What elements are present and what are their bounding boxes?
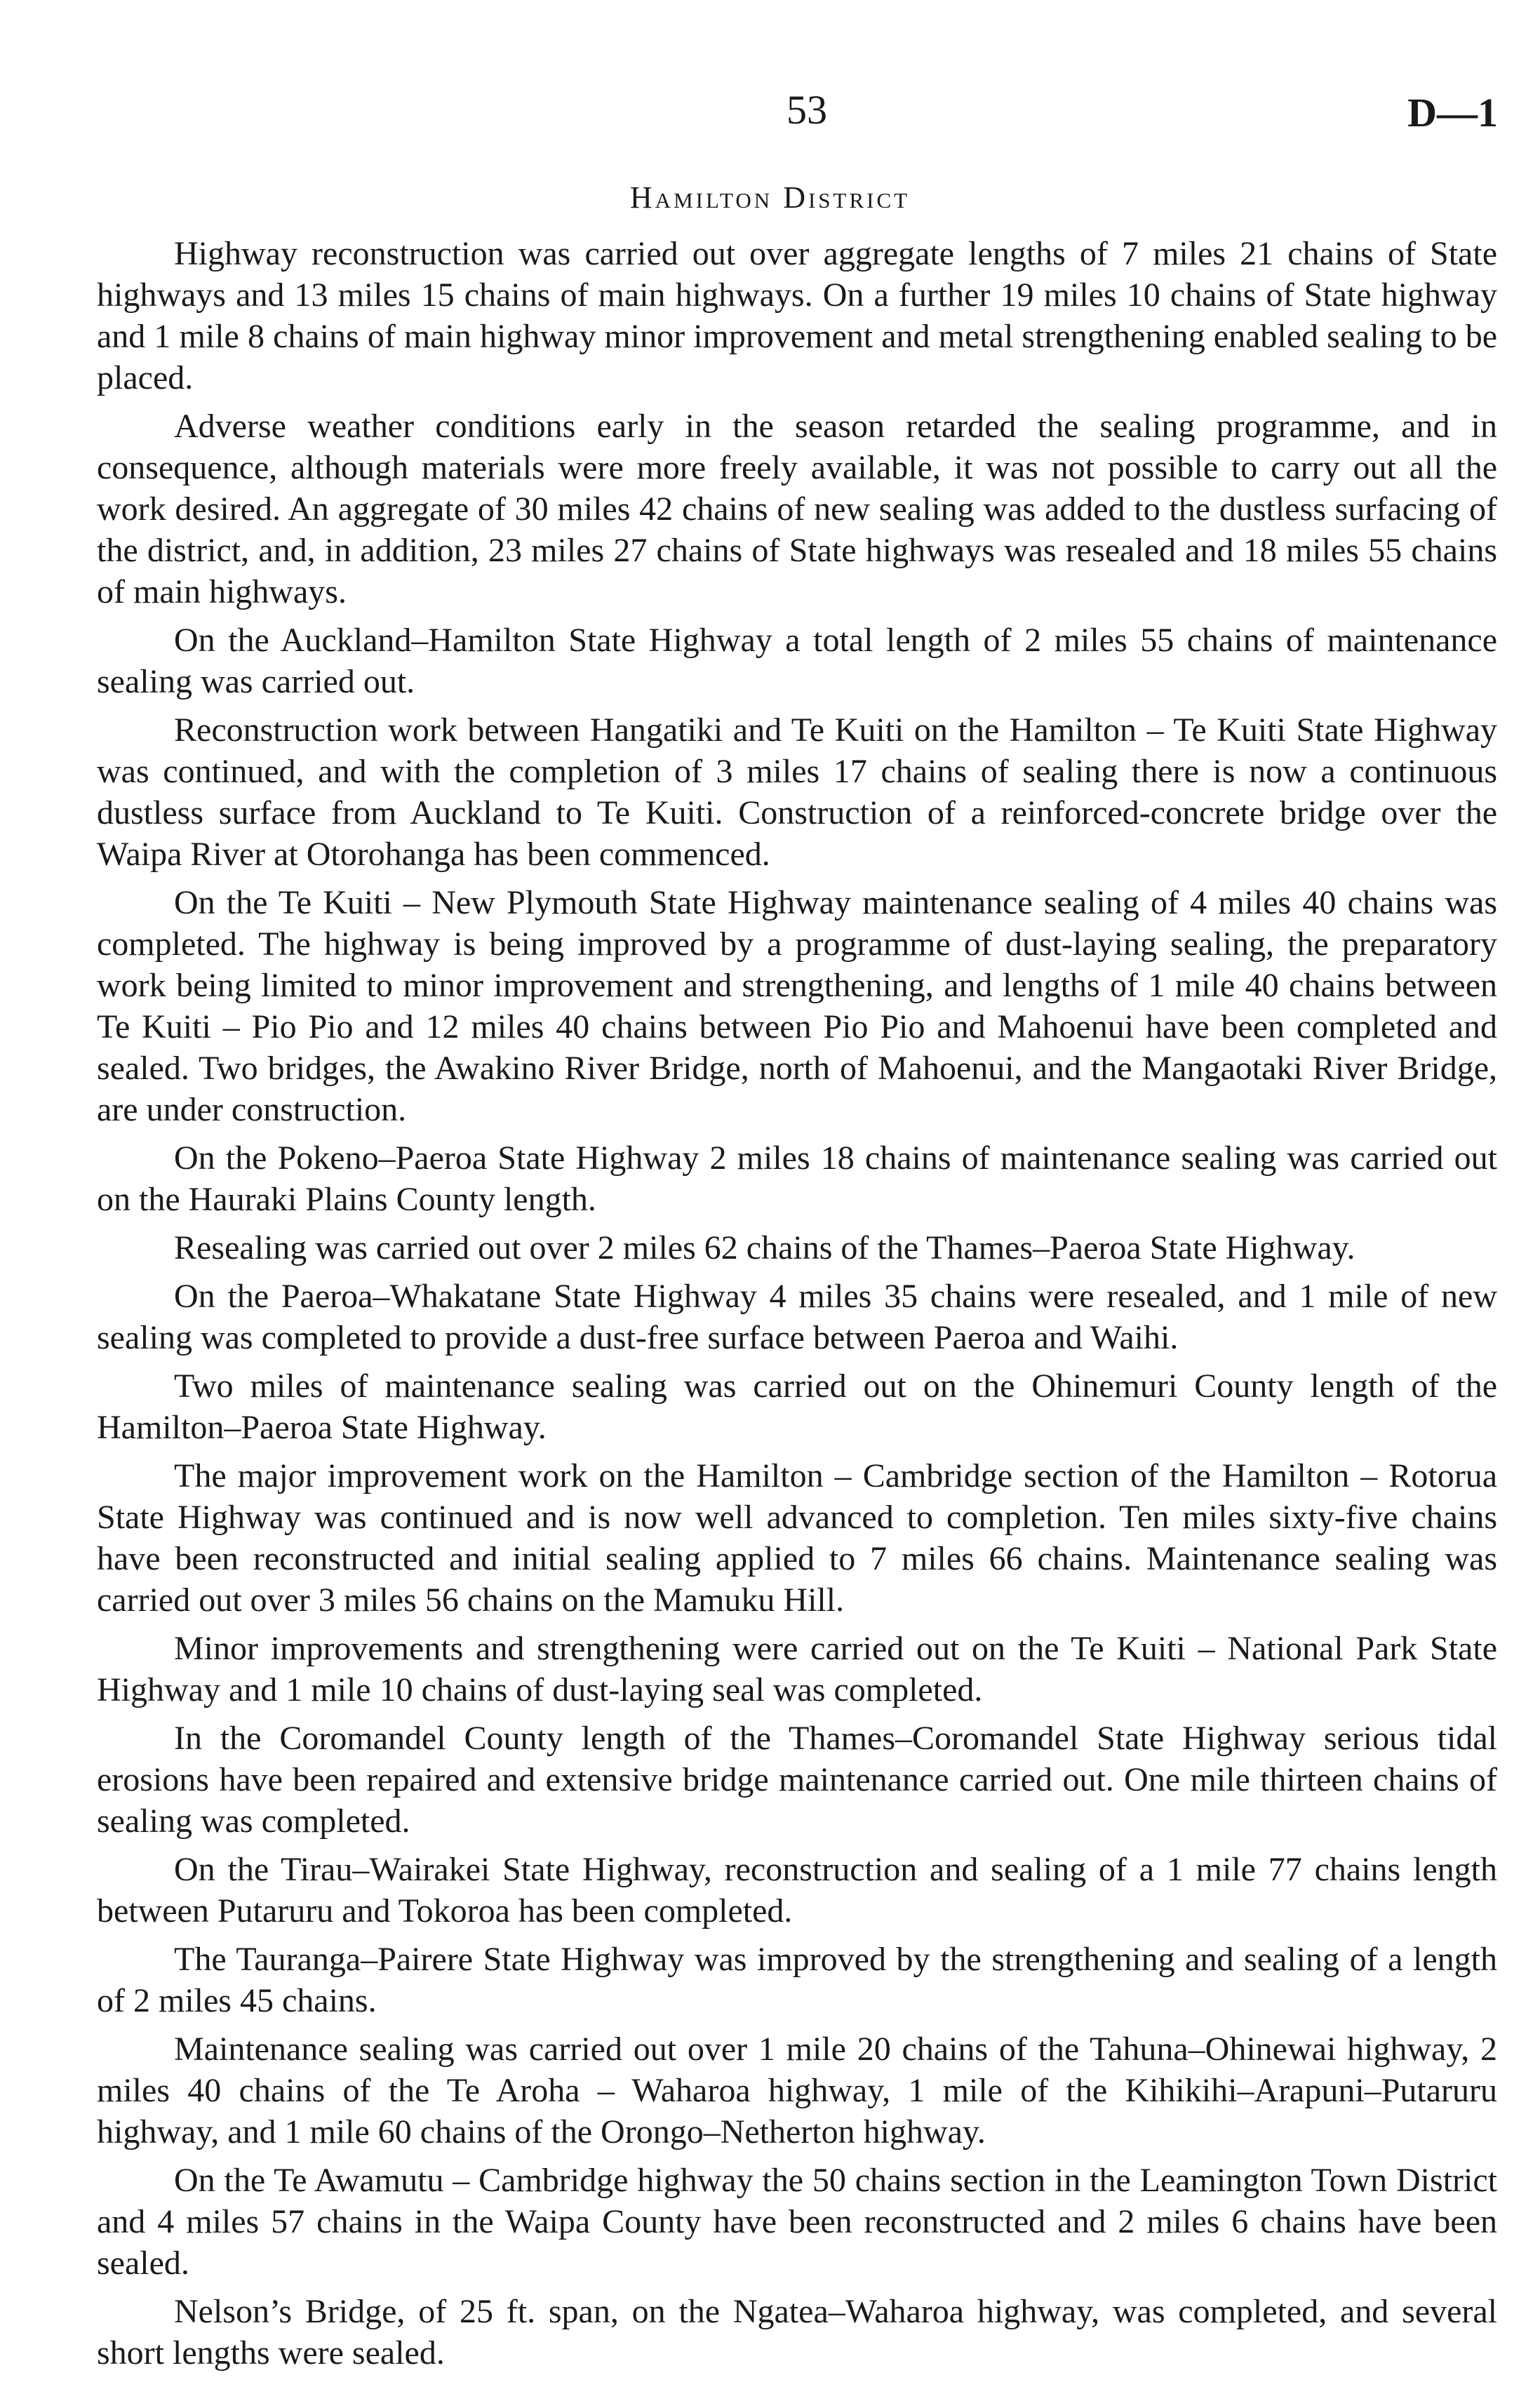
paragraph-main-highways-maintenance: Maintenance sealing was carried out over 1 mile 20 chains of the Tahuna–Ohinewai highway, 2 miles 40 chains of the Te Aroha – Waharoa highway, 1 mile of the Kihikihi–Arapuni–Putaruru highway, and 1 mile 60 chains of the Orongo–Netherton highway. bbox=[97, 2031, 1497, 2151]
paragraph-paeroa-whakatane: On the Paeroa–Whakatane State Highway 4 miles 35 chains were resealed, and 1 mile of new sealing was completed to provide a dust-free surface between Paeroa and Waihi. bbox=[97, 1278, 1497, 1356]
paragraph-auckland-hamilton: On the Auckland–Hamilton State Highway a total length of 2 miles 55 chains of maintenance sealing was carried out. bbox=[97, 622, 1497, 700]
section-heading: Hamilton District bbox=[629, 180, 911, 215]
paragraph-te-kuiti-national-park: Minor improvements and strengthening were carried out on the Te Kuiti – National Park State Highway and 1 mile 10 chains of dust-laying seal was completed. bbox=[97, 1630, 1497, 1708]
paragraph-nelsons-bridge: Nelson’s Bridge, of 25 ft. span, on the Ngatea–Waharoa highway, was completed, and several short lengths were sealed. bbox=[97, 2293, 1497, 2372]
paragraph-tauranga-pairere: The Tauranga–Pairere State Highway was improved by the strengthening and sealing of a length of 2 miles 45 chains. bbox=[97, 1941, 1497, 2019]
paragraph-te-kuiti-new-plymouth: On the Te Kuiti – New Plymouth State Highway maintenance sealing of 4 miles 40 chains was completed. The highway is being improved by a programme of dust-laying sealing, the preparatory work being limited to minor improvement and strengthening, and lengths of 1 mile 40 chains between Te Kuiti – Pio Pio and 12 miles 40 chains between Pio Pio and Mahoenui have been completed and sealed. Two bridges, the Awakino River Bridge, north of Mahoenui, and the Mangaotaki River Bridge, are under construction. bbox=[97, 884, 1497, 1128]
paragraph-hamilton-paeroa: Two miles of maintenance sealing was carried out on the Ohinemuri County length of the Hamilton–Paeroa State Highway. bbox=[97, 1367, 1497, 1446]
paragraph-tirau-wairakei: On the Tirau–Wairakei State Highway, reconstruction and sealing of a 1 mile 77 chains length between Putaruru and Tokoroa has been completed. bbox=[97, 1851, 1497, 1930]
body-text bbox=[97, 233, 1497, 2381]
paragraph-thames-coromandel: In the Coromandel County length of the Thames–Coromandel State Highway serious tidal erosions have been repaired and extensive bridge maintenance carried out. One mile thirteen chains of sealing was completed. bbox=[97, 1720, 1497, 1840]
paragraph-pokeno-paeroa: On the Pokeno–Paeroa State Highway 2 miles 18 chains of maintenance sealing was carried out on the Hauraki Plains County length. bbox=[97, 1139, 1497, 1218]
paragraph-reconstruction-summary: Highway reconstruction was carried out over aggregate lengths of 7 miles 21 chains of State highways and 13 miles 15 chains of main highways. On a further 19 miles 10 chains of State highway and 1 mile 8 chains of main highway minor improvement and metal strengthening enabled sealing to be placed. bbox=[97, 235, 1497, 396]
document-reference: D—1 bbox=[1407, 90, 1498, 135]
paragraph-hamilton-te-kuiti: Reconstruction work between Hangatiki and Te Kuiti on the Hamilton – Te Kuiti State Highway was continued, and with the completion of 3 miles 17 chains of sealing there is now a continuous dustless surface from Auckland to Te Kuiti. Construction of a reinforced-concrete bridge over the Waipa River at Otorohanga has been commenced. bbox=[97, 711, 1497, 873]
paragraph-hamilton-rotorua: The major improvement work on the Hamilton – Cambridge section of the Hamilton – Rotorua State Highway was continued and is now well advanced to completion. Ten miles sixty-five chains have been reconstructed and initial sealing applied to 7 miles 66 chains. Maintenance sealing was carried out over 3 miles 56 chains on the Mamuku Hill. bbox=[97, 1457, 1497, 1619]
page-number: 53 bbox=[786, 87, 827, 133]
paragraph-sealing-programme: Adverse weather conditions early in the season retarded the sealing programme, and in consequence, although materials were more freely available, it was not possible to carry out all the work desired. An aggregate of 30 miles 42 chains of new sealing was added to the dustless surfacing of the district, and, in addition, 23 miles 27 chains of State highways was resealed and 18 miles 55 chains of main highways. bbox=[97, 408, 1497, 610]
paragraph-thames-paeroa: Resealing was carried out over 2 miles 62 chains of the Thames–Paeroa State Highway. bbox=[174, 1229, 1355, 1266]
paragraph-te-awamutu-cambridge: On the Te Awamutu – Cambridge highway the 50 chains section in the Leamington Town District and 4 miles 57 chains in the Waipa County have been reconstructed and 2 miles 6 chains have been sealed. bbox=[97, 2162, 1497, 2282]
